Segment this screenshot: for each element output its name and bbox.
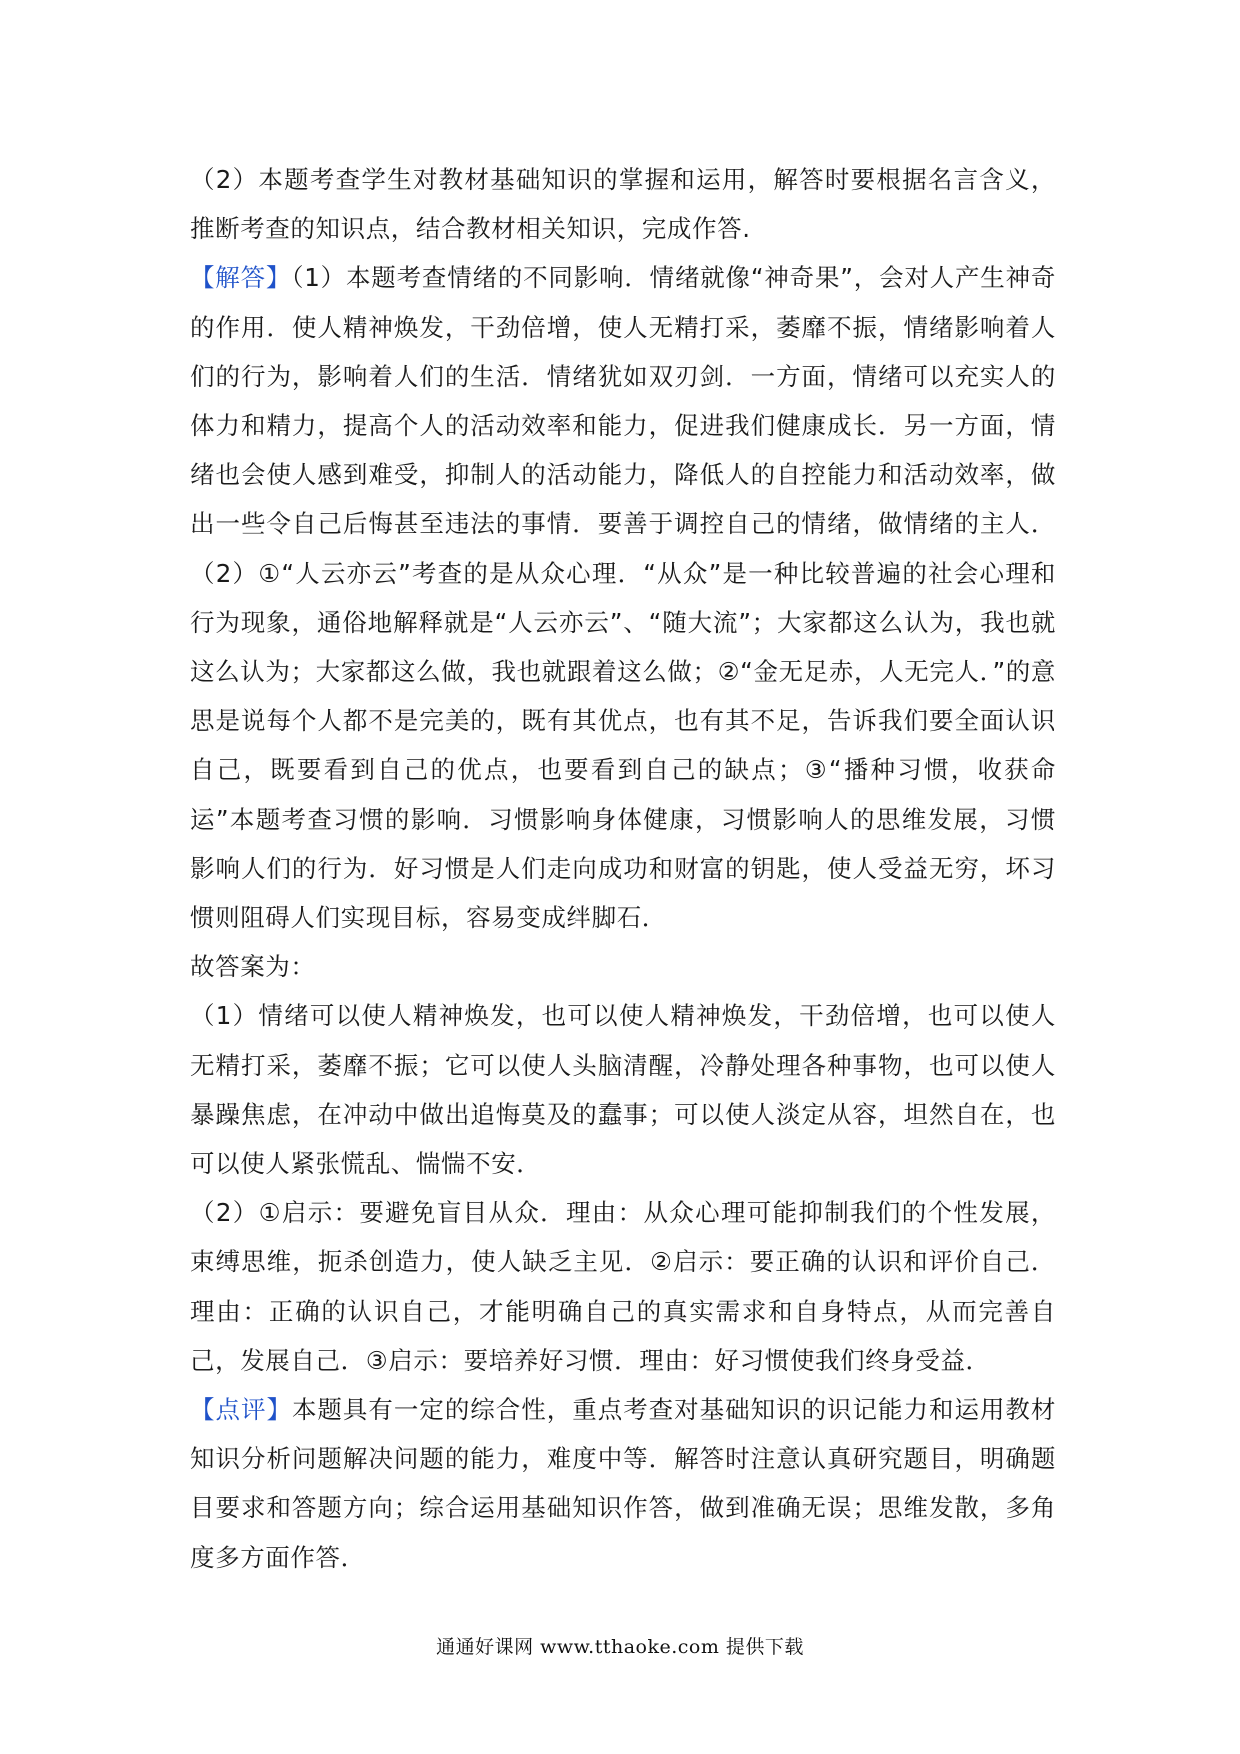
paragraph-text: 本题具有一定的综合性，重点考查对基础知识的识记能力和运用教材知识分析问题解决问题的能力，难度中等．解答时注意认真研究题目，明确题目要求和答题方向；综合运用基础知识作答，做到准确无误；思维发散，多角度多方面作答． — [190, 1395, 1057, 1572]
document-body — [190, 155, 1056, 1582]
paragraph-text: （2）①启示：要避免盲目从众．理由：从众心理可能抑制我们的个性发展，束缚思维，扼杀创造力，使人缺乏主见．②启示：要正确的认识和评价自己．理由：正确的认识自己，才能明确自己的真实需求和自身特点，从而完善自己，发展自己．③启示：要培养好习惯．理由：好习惯使我们终身受益． — [190, 1198, 1056, 1375]
paragraph-text: 故答案为： — [190, 952, 316, 982]
paragraph-text: （2）本题考查学生对教材基础知识的掌握和运用，解答时要根据名言含义，推断考查的知识点，结合教材相关知识，完成作答. — [190, 165, 1056, 244]
page-footer: 通通好课网 www.tthaoke.com 提供下载 — [436, 1636, 804, 1658]
paragraph-text: （1）情绪可以使人精神焕发，也可以使人精神焕发，干劲倍增，也可以使人无精打采，萎靡不振；它可以使人头脑清醒，冷静处理各种事物，也可以使人暴躁焦虑，在冲动中做出追悔莫及的蠢事；可以使人淡定从容，坦然自在，也可以使人紧张慌乱、惴惴不安． — [190, 1001, 1056, 1179]
paragraph-answer — [190, 253, 1056, 942]
paragraph-answer-2 — [190, 1188, 1056, 1385]
paragraph-text: （1）本题考查情绪的不同影响．情绪就像“神奇果”，会对人产生神奇的作用．使人精神焕发，干劲倍增，使人无精打采，萎靡不振，情绪影响着人们的行为，影响着人们的生活．情绪犹如双刃剑．一方面，情绪可以充实人的体力和精力，提高个人的活动效率和能力，促进我们健康成长．另一方面，情绪也会使人感到难受，抑制人的活动能力，降低人的自控能力和活动效率，做出一些令自己后悔甚至违法的事情．要善于调控自己的情绪，做情绪的主人．（2）①“人云亦云”考查的是从众心理．“从众”是一种比较普遍的社会心理和行为现象，通俗地解释就是“人云亦云”、“随大流”；大家都这么认为，我也就这么认为；大家都这么做，我也就跟着这么做；②“金无足赤，人无完人．”的意思是说每个人都不是完美的，既有其优点，也有其不足，告诉我们要全面认识自己，既要看到自己的优点，也要看到自己的缺点；③“播种习惯，收获命运”本题考查习惯的影响．习惯影响身体健康，习惯影响人的思维发展，习惯影响人们的行为．好习惯是人们走向成功和财富的钥匙，使人受益无穷，坏习惯则阻碍人们实现目标，容易变成绊脚石． — [190, 263, 1057, 933]
answer-tag: 【解答】 — [190, 263, 292, 293]
comment-tag: 【点评】 — [190, 1395, 292, 1425]
paragraph-answer-1 — [190, 991, 1056, 1188]
paragraph-comment — [190, 1385, 1056, 1582]
paragraph-analysis-2 — [190, 155, 1056, 253]
paragraph-answer-intro — [190, 942, 1056, 991]
